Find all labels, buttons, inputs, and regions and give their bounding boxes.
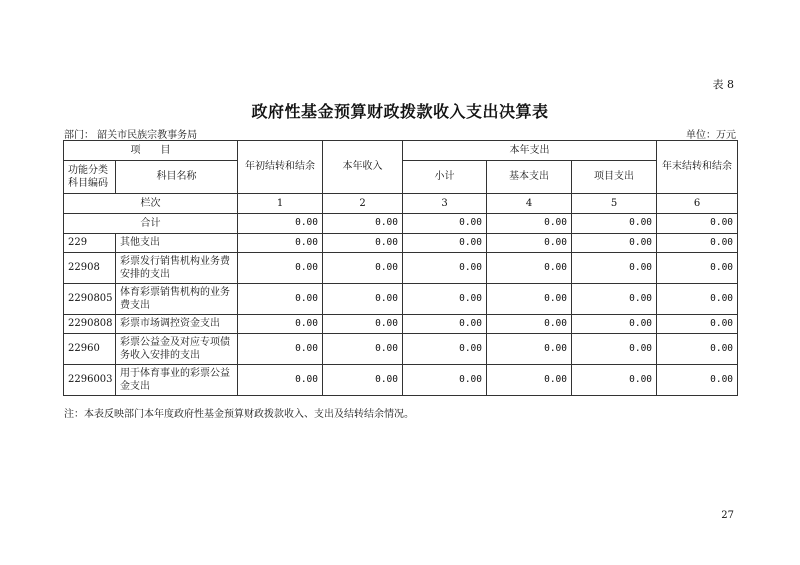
row-name: 彩票市场调控资金支出 (116, 315, 238, 334)
row-code: 2290805 (64, 284, 116, 315)
cell-value: 0.00 (487, 284, 572, 315)
col-num: 6 (657, 194, 738, 214)
cell-value: 0.00 (487, 334, 572, 365)
header-func-code: 功能分类科目编码 (64, 161, 116, 194)
cell-value: 0.00 (323, 234, 403, 253)
row-code: 22908 (64, 253, 116, 284)
budget-table (63, 140, 738, 396)
col-num: 5 (572, 194, 657, 214)
cell-value: 0.00 (238, 284, 323, 315)
cell-value: 0.00 (657, 315, 738, 334)
cell-value: 0.00 (403, 214, 487, 234)
department-label: 部门： 韶关市民族宗教事务局 (64, 130, 198, 141)
cell-value: 0.00 (657, 253, 738, 284)
cell-value: 0.00 (657, 284, 738, 315)
cell-value: 0.00 (487, 315, 572, 334)
total-label: 合计 (64, 214, 238, 234)
row-name: 用于体育事业的彩票公益金支出 (116, 365, 238, 396)
header-subtotal: 小计 (403, 161, 487, 194)
footnote: 注：本表反映部门本年度政府性基金预算财政拨款收入、支出及结转结余情况。 (64, 409, 414, 420)
header-opening-balance: 年初结转和结余 (238, 141, 323, 194)
table-row (64, 284, 738, 315)
header-basic-expense: 基本支出 (487, 161, 572, 194)
header-income: 本年收入 (323, 141, 403, 194)
cell-value: 0.00 (323, 365, 403, 396)
header-closing-balance: 年末结转和结余 (657, 141, 738, 194)
cell-value: 0.00 (238, 214, 323, 234)
cell-value: 0.00 (572, 284, 657, 315)
cell-value: 0.00 (238, 234, 323, 253)
row-name: 彩票公益金及对应专项债务收入安排的支出 (116, 334, 238, 365)
row-name: 彩票发行销售机构业务费安排的支出 (116, 253, 238, 284)
document-title: 政府性基金预算财政拨款收入支出决算表 (251, 102, 549, 121)
header-col-index: 栏次 (64, 194, 238, 214)
table-row (64, 315, 738, 334)
cell-value: 0.00 (403, 315, 487, 334)
row-code: 2290808 (64, 315, 116, 334)
cell-value: 0.00 (238, 365, 323, 396)
cell-value: 0.00 (572, 315, 657, 334)
cell-value: 0.00 (323, 253, 403, 284)
col-num: 4 (487, 194, 572, 214)
cell-value: 0.00 (487, 365, 572, 396)
cell-value: 0.00 (403, 253, 487, 284)
page-number: 27 (721, 510, 734, 521)
cell-value: 0.00 (572, 365, 657, 396)
cell-value: 0.00 (238, 334, 323, 365)
table-number: 表 8 (712, 78, 734, 91)
cell-value: 0.00 (657, 334, 738, 365)
cell-value: 0.00 (403, 284, 487, 315)
table-row (64, 334, 738, 365)
cell-value: 0.00 (572, 234, 657, 253)
table-row (64, 365, 738, 396)
row-code: 22960 (64, 334, 116, 365)
cell-value: 0.00 (657, 214, 738, 234)
header-project-expense: 项目支出 (572, 161, 657, 194)
cell-value: 0.00 (572, 334, 657, 365)
col-num: 2 (323, 194, 403, 214)
cell-value: 0.00 (487, 253, 572, 284)
row-name: 其他支出 (116, 234, 238, 253)
cell-value: 0.00 (323, 214, 403, 234)
cell-value: 0.00 (572, 214, 657, 234)
cell-value: 0.00 (487, 214, 572, 234)
row-name: 体育彩票销售机构的业务费支出 (116, 284, 238, 315)
header-subject-name: 科目名称 (116, 161, 238, 194)
cell-value: 0.00 (238, 253, 323, 284)
total-row (64, 214, 738, 234)
table-row (64, 253, 738, 284)
col-num: 1 (238, 194, 323, 214)
col-num: 3 (403, 194, 487, 214)
header-expense-group: 本年支出 (403, 141, 657, 161)
header-item: 项 目 (64, 141, 238, 161)
cell-value: 0.00 (323, 284, 403, 315)
cell-value: 0.00 (657, 365, 738, 396)
cell-value: 0.00 (657, 234, 738, 253)
row-code: 2296003 (64, 365, 116, 396)
cell-value: 0.00 (403, 234, 487, 253)
table-row (64, 234, 738, 253)
cell-value: 0.00 (403, 334, 487, 365)
cell-value: 0.00 (403, 365, 487, 396)
cell-value: 0.00 (323, 334, 403, 365)
cell-value: 0.00 (238, 315, 323, 334)
cell-value: 0.00 (572, 253, 657, 284)
cell-value: 0.00 (487, 234, 572, 253)
cell-value: 0.00 (323, 315, 403, 334)
row-code: 229 (64, 234, 116, 253)
unit-label: 单位：万元 (686, 130, 736, 141)
